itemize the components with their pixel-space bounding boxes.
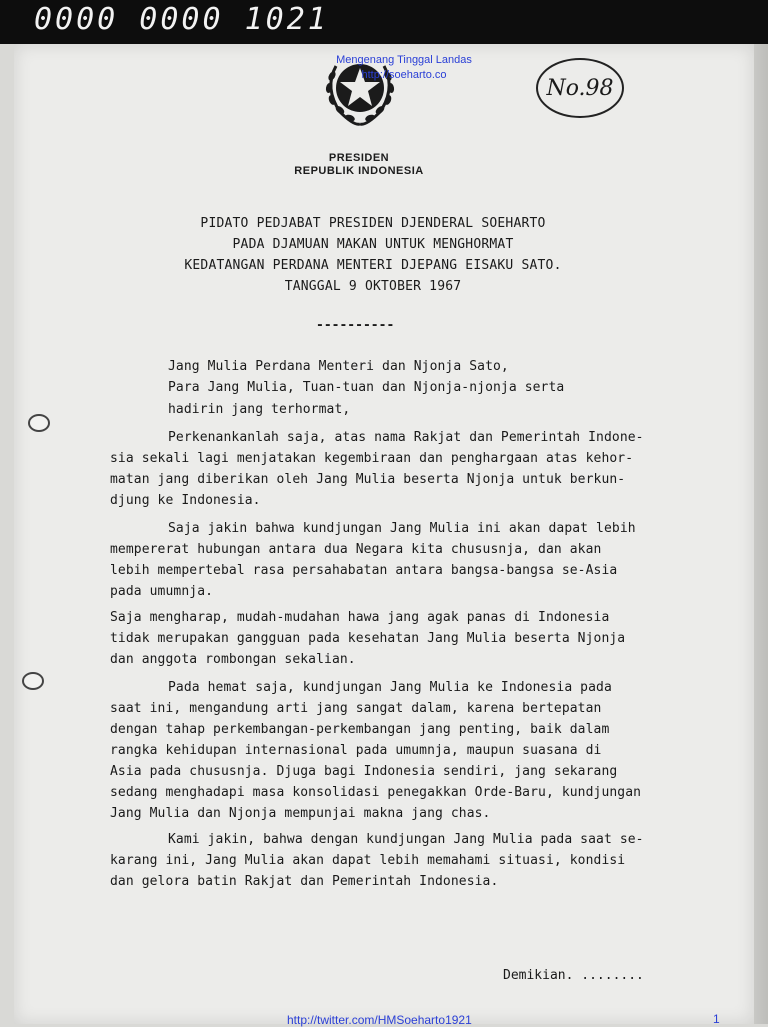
- body-line: hadirin jang terhormat,: [168, 402, 351, 417]
- body-line: tidak merupakan gangguan pada kesehatan Jang Mulia beserta Njonja: [110, 631, 626, 646]
- body-line: lebih mempertebal rasa persahabatan antara bangsa-bangsa se-Asia: [110, 563, 618, 578]
- body-line: djung ke Indonesia.: [110, 493, 261, 508]
- body-line: Saja jakin bahwa kundjungan Jang Mulia ini akan dapat lebih: [168, 521, 636, 536]
- film-strip: [0, 0, 768, 44]
- watermark-text: Mengenang Tinggal Landas: [336, 54, 472, 66]
- body-line: dan gelora batin Rakjat dan Pemerintah Indonesia.: [110, 874, 499, 889]
- body-line: Para Jang Mulia, Tuan-tuan dan Njonja-njonja serta: [168, 380, 565, 395]
- body-line: saat ini, mengandung arti jang sangat dalam, karena bertepatan: [110, 701, 602, 716]
- film-code: 0000 0000 1021: [34, 2, 329, 37]
- footer-twitter-link[interactable]: http://twitter.com/HMSoeharto1921: [287, 1013, 472, 1027]
- page-edge: [754, 44, 768, 1024]
- body-line: matan jang diberikan oleh Jang Mulia beserta Njonja untuk berkun-: [110, 472, 626, 487]
- body-line: Saja mengharap, mudah-mudahan hawa jang agak panas di Indonesia: [110, 610, 610, 625]
- body-line: sia sekali lagi menjatakan kegembiraan dan penghargaan atas kehor-: [110, 451, 634, 466]
- body-line: Jang Mulia dan Njonja mempunjai makna jang chas.: [110, 806, 491, 821]
- header-president: PRESIDEN: [328, 152, 390, 164]
- page-number: 1: [713, 1012, 720, 1026]
- header-republic: REPUBLIK INDONESIA: [294, 165, 424, 177]
- body-line: mempererat hubungan antara dua Negara kita chususnja, dan akan: [110, 542, 602, 557]
- divider: ----------: [316, 318, 395, 333]
- body-line: dengan tahap perkembangan-perkembangan jang penting, baik dalam: [110, 722, 610, 737]
- watermark-link[interactable]: http://soeharto.co: [361, 69, 447, 81]
- body-line: Asia pada chususnja. Djuga bagi Indonesia sendiri, jang sekarang: [110, 764, 618, 779]
- speech-title-line-2: PADA DJAMUAN MAKAN UNTUK MENGHORMAT: [232, 237, 514, 252]
- punch-hole: [22, 672, 44, 690]
- closing-text: Demikian. ........: [503, 968, 644, 983]
- body-line: Kami jakin, bahwa dengan kundjungan Jang Mulia pada saat se-: [168, 832, 644, 847]
- document-number-stamp: No.98: [536, 58, 624, 118]
- body-line: Perkenankanlah saja, atas nama Rakjat dan Pemerintah Indone-: [168, 430, 644, 445]
- speech-title-line-4: TANGGAL 9 OKTOBER 1967: [284, 279, 462, 294]
- body-line: Pada hemat saja, kundjungan Jang Mulia ke Indonesia pada: [168, 680, 612, 695]
- body-line: rangka kehidupan internasional pada umumnja, maupun suasana di: [110, 743, 602, 758]
- speech-title-line-3: KEDATANGAN PERDANA MENTERI DJEPANG EISAKU SATO.: [184, 258, 562, 273]
- body-line: pada umumnja.: [110, 584, 214, 599]
- body-line: sedang menghadapi masa konsolidasi penegakkan Orde-Baru, kundjungan: [110, 785, 642, 800]
- speech-title-line-1: PIDATO PEDJABAT PRESIDEN DJENDERAL SOEHARTO: [200, 216, 546, 231]
- body-line: Jang Mulia Perdana Menteri dan Njonja Sato,: [168, 359, 509, 374]
- body-line: dan anggota rombongan sekalian.: [110, 652, 356, 667]
- punch-hole: [28, 414, 50, 432]
- body-line: karang ini, Jang Mulia akan dapat lebih memahami situasi, kondisi: [110, 853, 626, 868]
